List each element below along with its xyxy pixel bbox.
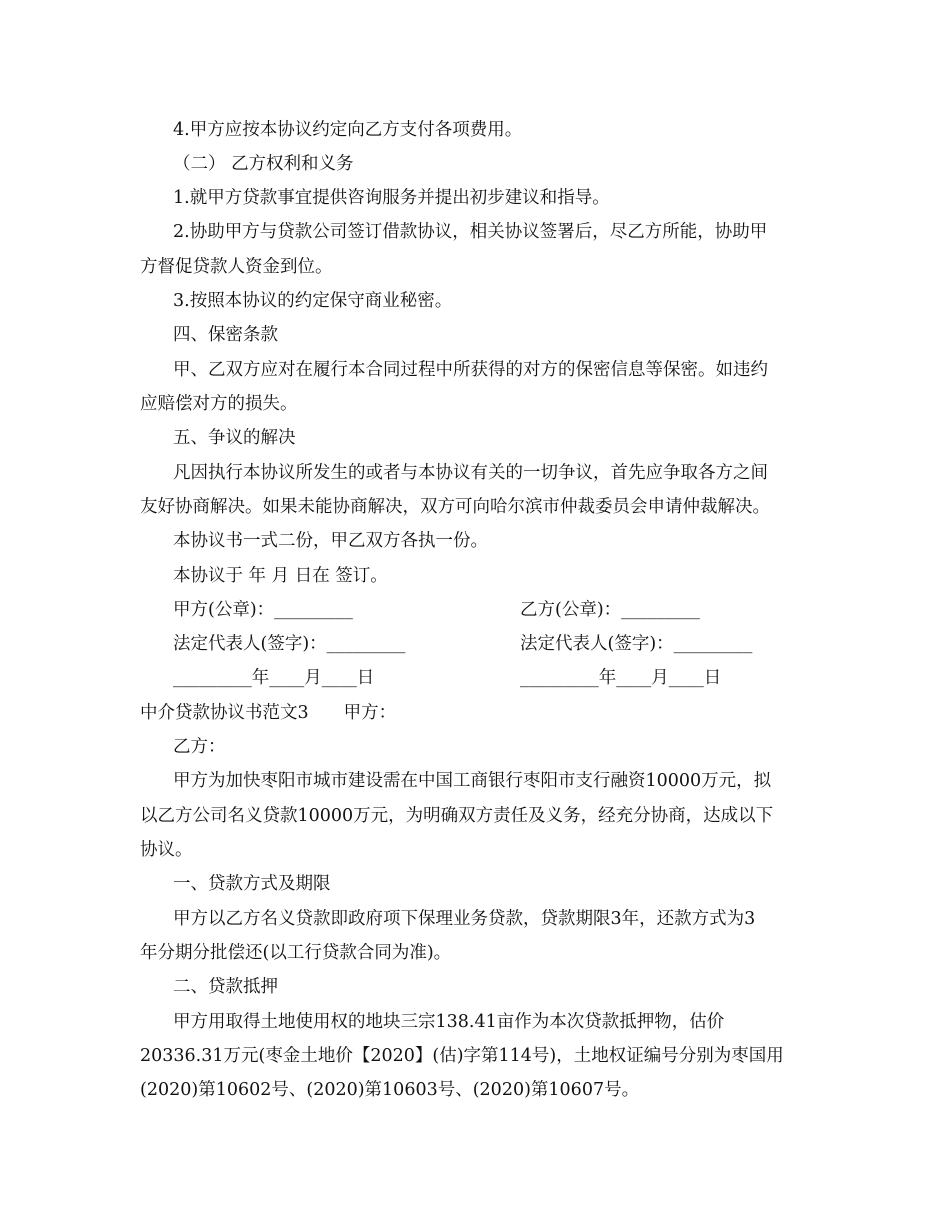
- paragraph: 甲、乙双方应对在履行本合同过程中所获得的对方的保密信息等保密。如违约: [173, 360, 768, 380]
- paragraph: 本协议书一式二份，甲乙双方各执一份。: [173, 531, 488, 551]
- party-b-line: 乙方：: [173, 737, 226, 757]
- paragraph: 3.按照本协议的约定保守商业秘密。: [173, 291, 453, 311]
- paragraph-continuation: (2020)第10602号、(2020)第10603号、(2020)第10607号。: [140, 1080, 640, 1100]
- section-heading: （二） 乙方权利和义务: [173, 154, 354, 174]
- paragraph: 甲方以乙方名义贷款即政府项下保理业务贷款，贷款期限3年，还款方式为3: [173, 909, 756, 929]
- paragraph-continuation: 协议。: [140, 840, 193, 860]
- paragraph: 甲方为加快枣阳市城市建设需在中国工商银行枣阳市支行融资10000万元，拟: [173, 771, 772, 791]
- paragraph-continuation: 应赔偿对方的损失。: [140, 394, 298, 414]
- paragraph-continuation: 友好协商解决。如果未能协商解决，双方可向哈尔滨市仲裁委员会申请仲裁解决。: [140, 497, 770, 517]
- paragraph: 1.就甲方贷款事宜提供咨询服务并提出初步建议和指导。: [173, 188, 610, 208]
- paragraph-continuation: 年分期分批偿还(以工行贷款合同为准)。: [140, 943, 452, 963]
- section-heading: 一、贷款方式及期限: [173, 874, 331, 894]
- party-a-representative: 法定代表人(签字)：_________: [173, 634, 406, 654]
- paragraph: 本协议于 年 月 日在 签订。: [173, 566, 388, 586]
- section-heading: 二、贷款抵押: [173, 977, 278, 997]
- party-b-date: _________年____月____日: [520, 668, 722, 688]
- party-a-seal: 甲方(公章)：_________: [173, 600, 353, 620]
- paragraph-continuation: 以乙方公司名义贷款10000万元，为明确双方责任及义务，经充分协商，达成以下: [140, 806, 774, 826]
- paragraph: 凡因执行本协议所发生的或者与本协议有关的一切争议，首先应争取各方之间: [173, 463, 768, 483]
- party-b-representative: 法定代表人(签字)：_________: [520, 634, 753, 654]
- paragraph: 4.甲方应按本协议约定向乙方支付各项费用。: [173, 120, 523, 140]
- section-heading: 五、争议的解决: [173, 428, 296, 448]
- paragraph-continuation: 方督促贷款人资金到位。: [140, 257, 333, 277]
- party-a-date: _________年____月____日: [173, 668, 375, 688]
- party-b-seal: 乙方(公章)：_________: [520, 600, 700, 620]
- document-title: 中介贷款协议书范文3 甲方：: [140, 703, 397, 723]
- paragraph-continuation: 20336.31万元(枣金土地价【2020】(估)字第114号)，土地权证编号分别为枣国用: [140, 1046, 784, 1066]
- paragraph: 甲方用取得土地使用权的地块三宗138.41亩作为本次贷款抵押物，估价: [173, 1012, 725, 1032]
- section-heading: 四、保密条款: [173, 325, 278, 345]
- paragraph: 2.协助甲方与贷款公司签订借款协议，相关协议签署后，尽乙方所能，协助甲: [173, 222, 768, 242]
